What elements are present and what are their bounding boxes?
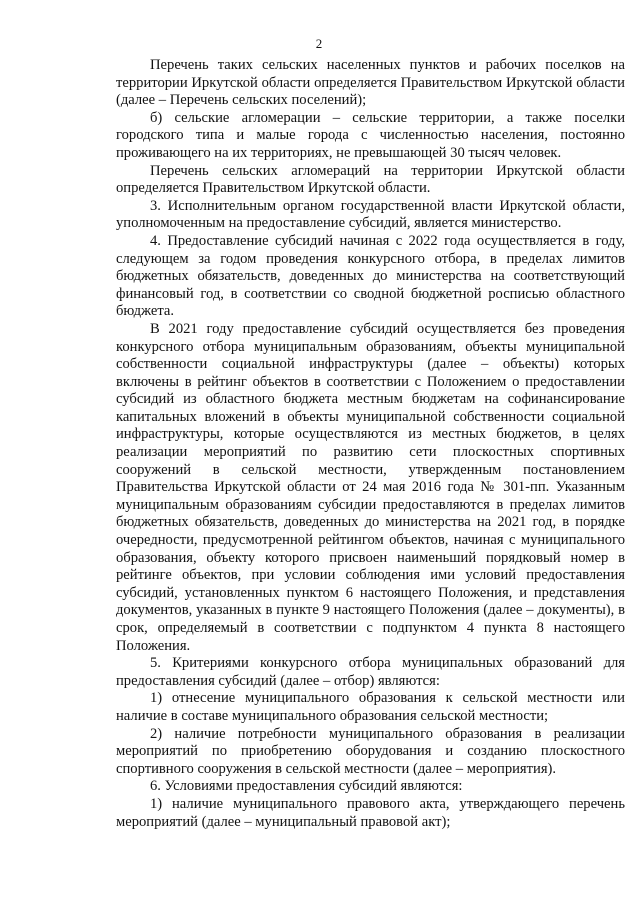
- paragraph: В 2021 году предоставление субсидий осуществляется без проведения конкурсного отбора муниципальным образованиям, объекты муниципальной собственности социальной инфраструктуры (далее – объекты) которых включены в рейтинг объектов в соответствии с Положением о предоставлении субсидий из областного бюджета местным бюджетам на софинансирование капитальных вложений в объекты муниципальной собственности социальной инфраструктуры, которые осуществляются из местных бюджетов, в целях реализации мероприятий по развитию сети плоскостных спортивных сооружений в сельской местности, утвержденным постановлением Правительства Иркутской области от 24 мая 2016 года № 301-пп. Указанным муниципальным образованиям субсидии предоставляются в пределах лимитов бюджетных обязательств, доведенных до министерства на 2021 год, в порядке очередности, предусмотренной рейтингом объектов, начиная с муниципального образования, объекту которого присвоен наименьший порядковый номер в рейтинге объектов, при условии соблюдения ими условий предоставления субсидий, установленных пунктом 6 настоящего Положения, и представления документов, указанных в пункте 9 настоящего Положения (далее – документы), в срок, определяемый в соответствии с подпунктом 4 пункта 8 настоящего Положения.: [116, 320, 625, 654]
- paragraph: 5. Критериями конкурсного отбора муниципальных образований для предоставления субсидий (далее – отбор) являются:: [116, 655, 625, 689]
- paragraph: 3. Исполнительным органом государственной власти Иркутской области, уполномоченным на предоставление субсидий, является министерство.: [116, 197, 625, 232]
- paragraph: 4. Предоставление субсидий начиная с 2022 года осуществляется в году, следующем за годом проведения конкурсного отбора, в пределах лимитов бюджетных обязательств, доведенных до министерства на соответствующий финансовый год, в соответствии со сводной бюджетной росписью областного бюджета.: [116, 232, 625, 320]
- paragraph: Перечень таких сельских населенных пунктов и рабочих поселков на территории Иркутской области определяется Правительством Иркутской области (далее – Перечень сельских поселений);: [116, 57, 625, 109]
- document-body: [116, 57, 625, 831]
- paragraph: 2) наличие потребности муниципального образования в реализации мероприятий по приобретению оборудования и созданию плоскостного спортивного сооружения в сельской местности (далее – мероприятия).: [116, 725, 625, 777]
- paragraph: б) сельские агломерации – сельские территории, а также поселки городского типа и малые города с численностью населения, постоянно проживающего на их территориях, не превышающей 30 тысяч человек.: [116, 109, 625, 161]
- paragraph: Перечень сельских агломераций на территории Иркутской области определяется Правительством Иркутской области.: [116, 162, 625, 197]
- paragraph: 1) наличие муниципального правового акта, утверждающего перечень мероприятий (далее – муниципальный правовой акт);: [116, 795, 625, 830]
- paragraph: 1) отнесение муниципального образования к сельской местности или наличие в составе муниципального образования сельской местности;: [116, 690, 625, 724]
- page-number: 2: [315, 36, 323, 51]
- paragraph: 6. Условиями предоставления субсидий являются:: [150, 778, 463, 795]
